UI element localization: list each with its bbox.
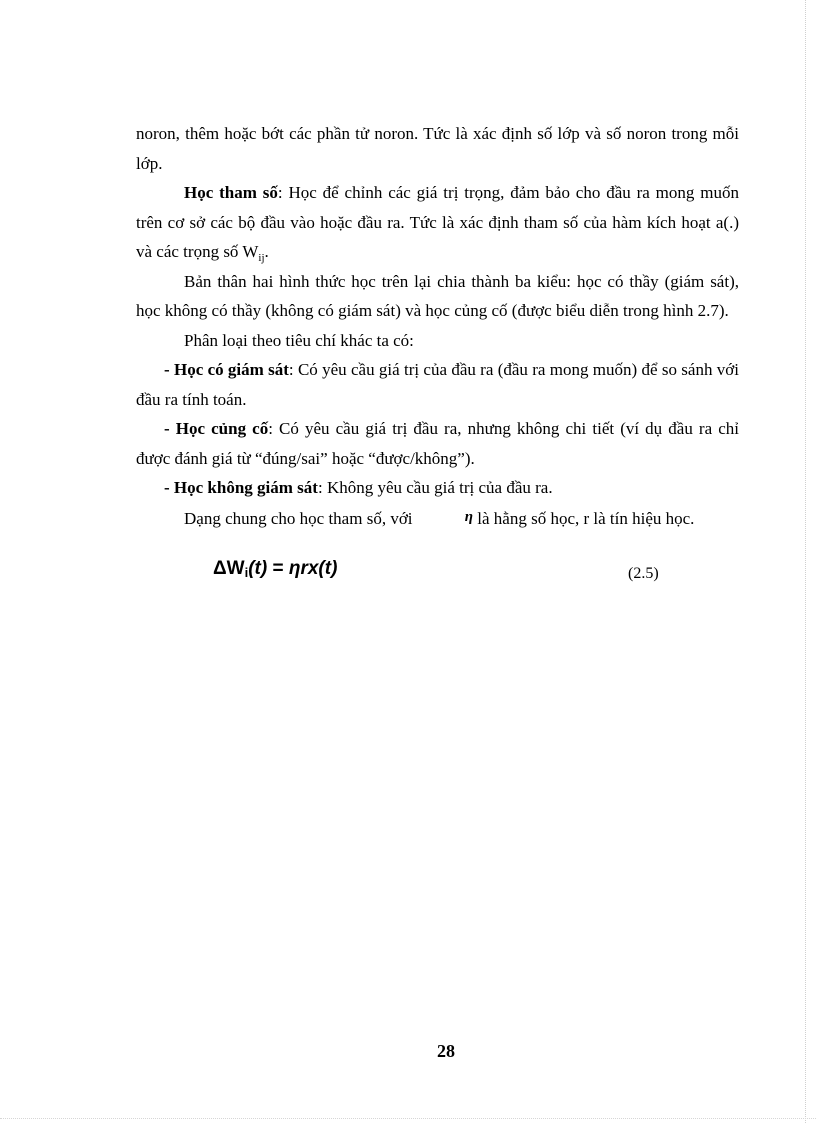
equation-number: (2.5) <box>628 565 659 582</box>
paragraph-classification: Phân loại theo tiêu chí khác ta có: <box>184 330 414 350</box>
body-text <box>136 119 739 533</box>
bullet-reinforcement: - Học củng cố: Có yêu cầu giá trị đầu ra, nhưng không chi tiết (ví dụ đầu ra chỉ được đánh giá từ “đúng/sai” hoặc “được/không”). <box>136 419 739 468</box>
eta-symbol: η <box>464 508 474 525</box>
bullet-unsupervised: - Học không giám sát: Không yêu cầu giá trị của đầu ra. <box>164 478 553 497</box>
equation-2-5: ΔWi(t) = ηrx(t) <box>213 558 338 580</box>
paragraph-parameter-learning: Học tham số: Học để chỉnh các giá trị trọng, đảm bảo cho đầu ra mong muốn trên cơ sở các bộ đầu vào hoặc đầu ra. Tức là xác định tham số của hàm kích hoạt a(.) và các trọng số $W_{ij}$. <box>136 183 739 264</box>
paragraph-1: noron, thêm hoặc bớt các phần tử noron. Tức là xác định số lớp và số noron trong mỗi lớp. <box>136 124 739 173</box>
page-number: 28 <box>437 1041 455 1061</box>
subscript-ij: ij <box>258 252 265 264</box>
term-hoc-tham-so: Học tham số <box>184 183 278 202</box>
page-border-bottom <box>0 1118 816 1119</box>
paragraph-general-form: Dạng chung cho học tham số, với η là hằng số học, r là tín hiệu học. <box>136 503 739 534</box>
page-border-right <box>805 0 806 1123</box>
paragraph-learning-types: Bản thân hai hình thức học trên lại chia thành ba kiểu: học có thầy (giám sát), học không có thầy (không có giám sát) và học củng cố (được biểu diễn trong hình 2.7). <box>136 271 739 320</box>
bullet-supervised: - Học có giám sát: Có yêu cầu giá trị của đầu ra (đầu ra mong muốn) để so sánh với đầu ra tính toán. <box>136 360 739 409</box>
